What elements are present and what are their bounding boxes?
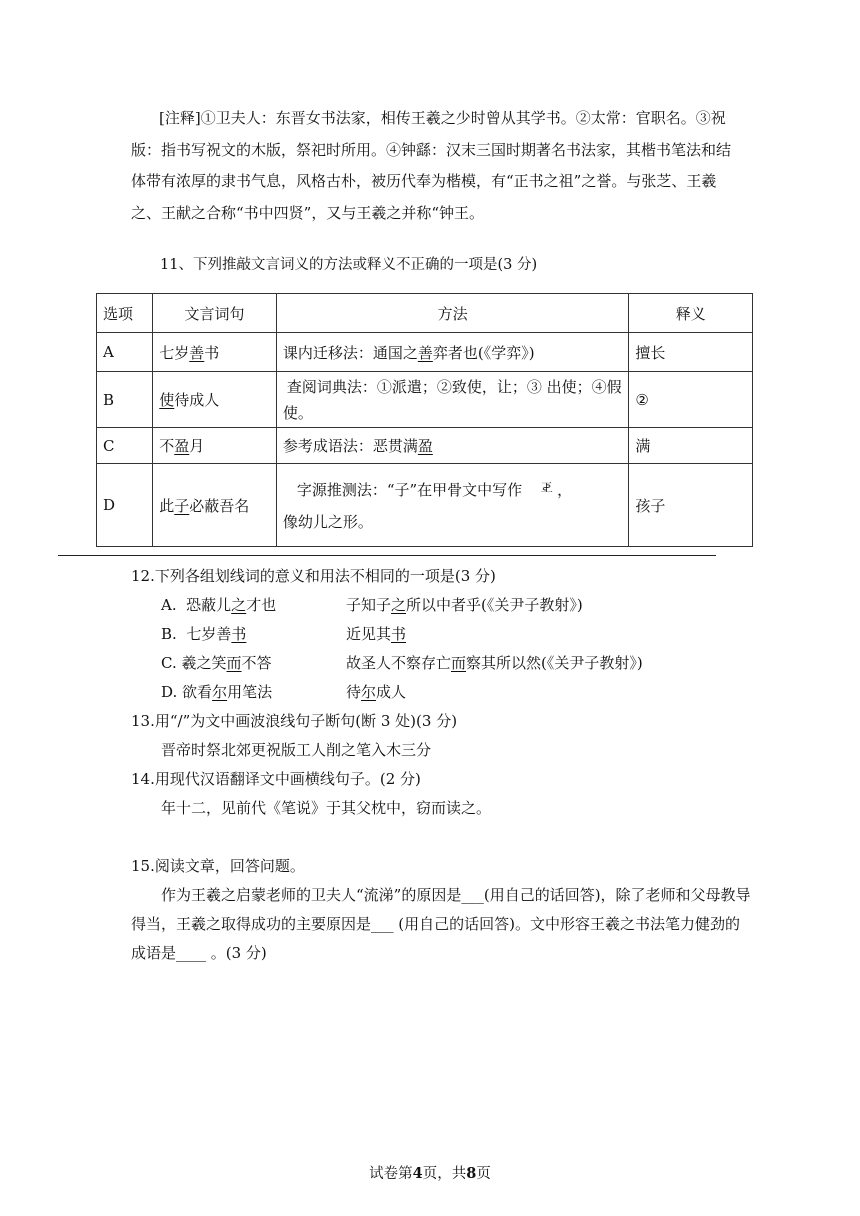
underlined-word: 尔 bbox=[361, 683, 377, 701]
phrase-text: 不 bbox=[159, 437, 175, 455]
row-meaning: 孩子 bbox=[629, 464, 753, 547]
method-text: 字源推测法：“子”在甲骨文中写作 bbox=[296, 480, 523, 499]
row-phrase bbox=[153, 464, 277, 547]
phrase-text: 书 bbox=[204, 343, 220, 362]
underlined-word: 善 bbox=[189, 343, 205, 362]
phrase-text: 此 bbox=[159, 496, 175, 515]
footer-text: 试卷第 bbox=[369, 1166, 413, 1182]
choice-item bbox=[131, 591, 751, 620]
row-option: B bbox=[97, 372, 153, 428]
question-15-body: 作为王羲之启蒙老师的卫夫人“流涕”的原因是___(用自己的话回答)，除了老师和父母教导得当，王羲之取得成功的主要原因是___ (用自己的话回答)。文中形容王羲之书法笔力健劲的成语是____ 。(3 分) bbox=[131, 886, 751, 962]
method-text: 参考成语法：恶贯满 bbox=[282, 437, 418, 455]
question-15 bbox=[131, 852, 751, 968]
row-phrase bbox=[153, 428, 277, 464]
question-12-title: 12.下列各组划线词的意义和用法不相同的一项是(3 分) bbox=[131, 567, 496, 585]
choice-item bbox=[131, 678, 751, 707]
method-text: 课内迁移法：通国之 bbox=[282, 343, 418, 362]
total-pages: 8 bbox=[466, 1165, 477, 1182]
underlined-word: 子 bbox=[174, 496, 190, 515]
header-method: 方法 bbox=[276, 294, 629, 333]
footer-text: 页，共 bbox=[422, 1166, 467, 1182]
method-text: ， bbox=[557, 480, 573, 499]
underlined-word: 使 bbox=[159, 391, 175, 409]
underlined-word: 盈 bbox=[174, 437, 190, 455]
page-footer bbox=[0, 1162, 860, 1183]
annotation-text: [注释]①卫夫人：东晋女书法家，相传王羲之少时曾从其学书。②太常：官职名。③祝 版：指书写祝文的木版，祭祀时所用。④钟繇：汉末三国时期著名书法家，其楷书笔法和结体带有浓厚的隶书气息，风格古朴，被历代奉为楷模，有“正书之祖”之誉。与张芝、王羲之、王献之合称“书中四贤”，又与王羲之并称“钟王。 bbox=[131, 109, 732, 222]
row-phrase bbox=[153, 333, 277, 372]
choice-label: C. bbox=[161, 654, 177, 672]
choice-text: 羲之笑 bbox=[181, 654, 227, 672]
row-method: 查阅词典法：①派遣；②致使，让；③ 出使；④假使。 bbox=[276, 372, 629, 428]
choice-text: 欲看 bbox=[182, 683, 213, 701]
question-14-sentence: 年十二，见前代《笔说》于其父枕中，窃而读之。 bbox=[161, 799, 492, 817]
choice-text: 待 bbox=[346, 683, 362, 701]
table-row bbox=[97, 333, 753, 372]
underlined-word: 而 bbox=[226, 654, 242, 672]
row-method bbox=[276, 428, 629, 464]
underlined-word: 善 bbox=[417, 343, 433, 362]
row-method bbox=[276, 464, 629, 547]
underlined-word: 而 bbox=[451, 654, 467, 672]
question-13 bbox=[131, 707, 751, 765]
choice-text: 才也 bbox=[246, 596, 277, 614]
phrase-text: 待成人 bbox=[174, 391, 220, 409]
underlined-word: 书 bbox=[391, 625, 407, 643]
method-text: 弈者也(《学弈》) bbox=[432, 343, 535, 362]
choice-text: 用笔法 bbox=[227, 683, 273, 701]
choice-item bbox=[131, 620, 751, 649]
choice-text: 所以中者乎(《关尹子教射》) bbox=[406, 596, 583, 614]
choice-text: 故圣人不察存亡 bbox=[346, 654, 452, 672]
choice-text: 察其所以然(《关尹子教射》) bbox=[466, 654, 643, 672]
header-option: 选项 bbox=[97, 294, 153, 333]
choice-label: A. bbox=[161, 596, 177, 614]
question-14-title: 14.用现代汉语翻译文中画横线句子。(2 分) bbox=[131, 770, 421, 788]
question-12 bbox=[131, 562, 751, 707]
choice-label: D. bbox=[161, 683, 178, 701]
header-phrase: 文言词句 bbox=[153, 294, 277, 333]
row-meaning: 满 bbox=[629, 428, 753, 464]
header-meaning: 释义 bbox=[629, 294, 753, 333]
question-13-sentence: 晋帝时祭北郊更祝版工人削之笔入木三分 bbox=[161, 741, 432, 759]
question-15-title: 15.阅读文章，回答问题。 bbox=[131, 857, 305, 875]
choice-text: 子知子 bbox=[346, 596, 392, 614]
choice-label: B. bbox=[161, 625, 177, 643]
row-meaning: 擅长 bbox=[629, 333, 753, 372]
choice-text: 成人 bbox=[376, 683, 407, 701]
choice-item bbox=[131, 649, 751, 678]
underlined-word: 书 bbox=[231, 625, 247, 643]
underlined-word: 之 bbox=[391, 596, 407, 614]
question-13-title: 13.用“/”为文中画波浪线句子断句(断 3 处)(3 分) bbox=[131, 712, 458, 730]
row-meaning: ② bbox=[629, 372, 753, 428]
choice-text: 恐蔽儿 bbox=[186, 596, 232, 614]
method-text: 像幼儿之形。 bbox=[282, 512, 373, 531]
annotation-note bbox=[131, 103, 741, 229]
choice-text: 不答 bbox=[241, 654, 272, 672]
table-header-row bbox=[97, 294, 753, 333]
oracle-bone-glyph-icon: 𢀓 bbox=[540, 480, 554, 496]
underlined-word: 尔 bbox=[212, 683, 228, 701]
footer-text: 页 bbox=[476, 1166, 491, 1182]
question-14 bbox=[131, 765, 751, 823]
question-11-title: 11、下列推敲文言词义的方法或释义不正确的一项是(3 分) bbox=[160, 257, 538, 273]
row-option: C bbox=[97, 428, 153, 464]
table-row bbox=[97, 428, 753, 464]
table-row bbox=[97, 372, 753, 428]
underlined-word: 盈 bbox=[417, 437, 433, 455]
table-row bbox=[97, 464, 753, 547]
row-phrase bbox=[153, 372, 277, 428]
page-number: 4 bbox=[412, 1165, 423, 1182]
choice-text: 近见其 bbox=[346, 625, 392, 643]
row-option: D bbox=[97, 464, 153, 547]
choice-text: 七岁善 bbox=[186, 625, 232, 643]
row-method bbox=[276, 333, 629, 372]
page-divider bbox=[58, 555, 716, 556]
row-option: A bbox=[97, 333, 153, 372]
phrase-text: 必蔽吾名 bbox=[189, 496, 250, 515]
underlined-word: 之 bbox=[231, 596, 247, 614]
phrase-text: 七岁 bbox=[159, 343, 190, 362]
phrase-text: 月 bbox=[189, 437, 205, 455]
word-meaning-table bbox=[96, 293, 753, 547]
